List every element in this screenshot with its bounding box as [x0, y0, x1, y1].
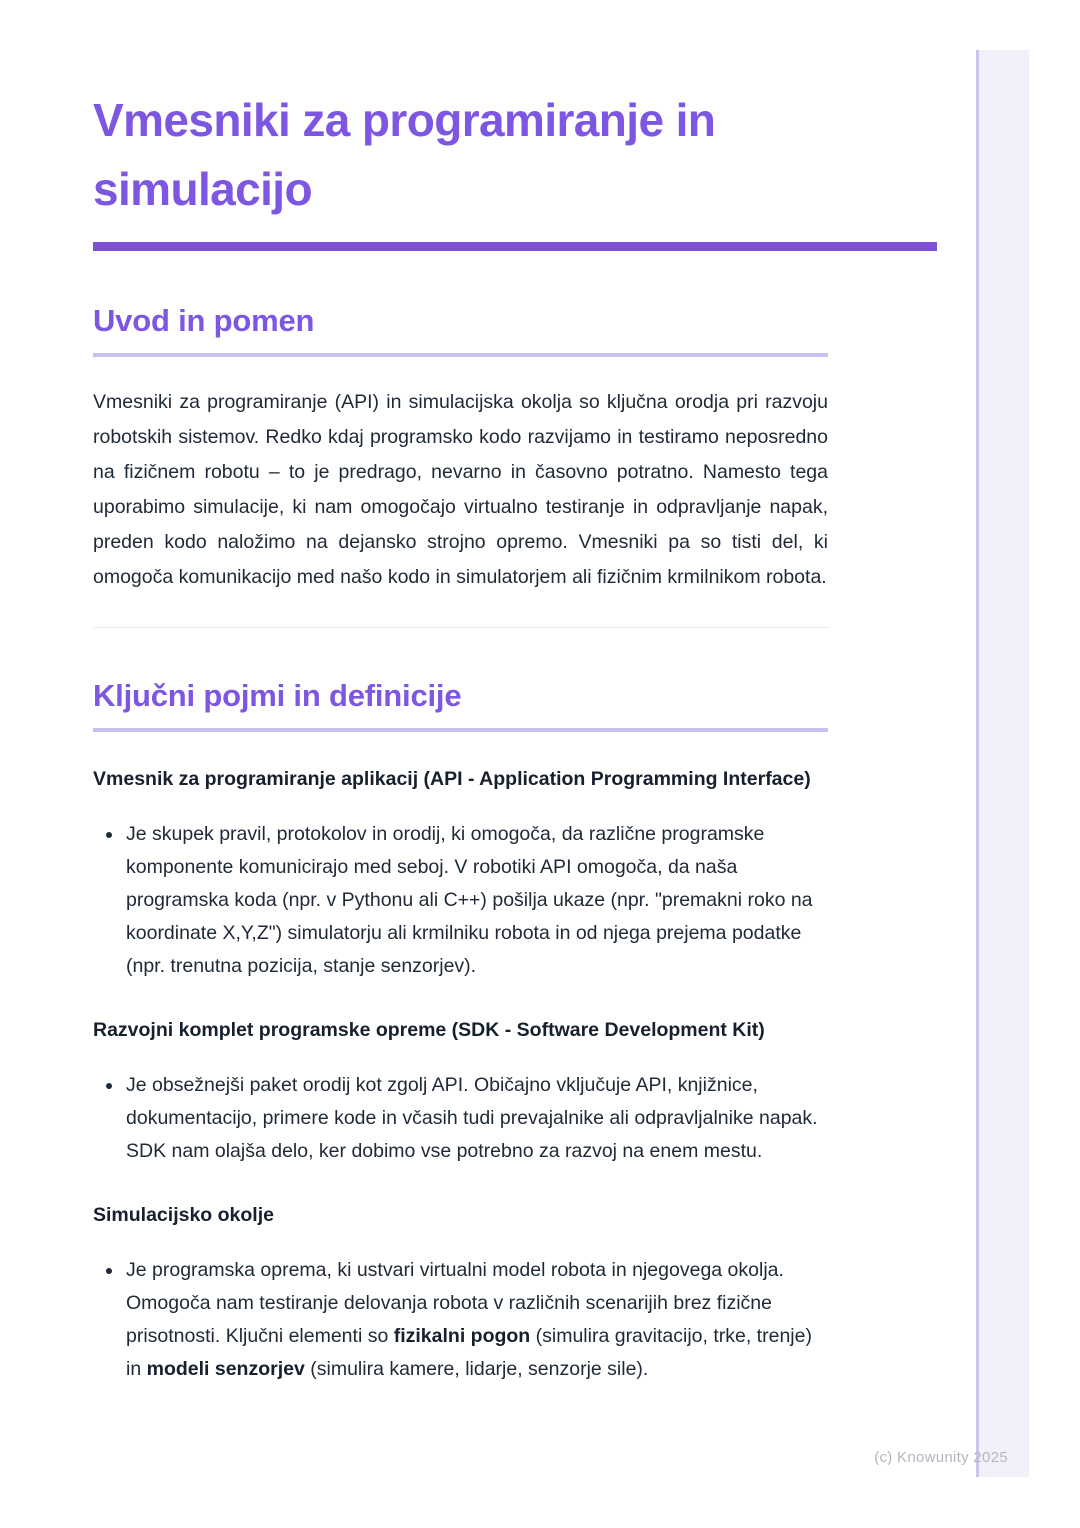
page-content: [93, 0, 828, 1386]
section-heading-kljucni-pojmi: Ključni pojmi in definicije: [93, 678, 462, 713]
page-title: Vmesniki za programiranje in simulacijo: [93, 94, 716, 215]
term-heading: Razvojni komplet programske opreme (SDK - Software Development Kit): [93, 1019, 765, 1041]
term-block: [93, 762, 828, 983]
copyright-watermark: (c) Knowunity 2025: [874, 1449, 1008, 1466]
intro-paragraph: Vmesniki za programiranje (API) in simulacijska okolja so ključna orodja pri razvoju robotskih sistemov. Redko kdaj programsko kodo razvijamo in testiramo neposredno na fizičnem robotu – to je predrago, nevarno in časovno potratno. Namesto tega uporabimo simulacije, ki nam omogočajo virtualno testiranje in odpravljanje napak, preden kodo naložimo na dejansko strojno opremo. Vmesniki pa so tisti del, ki omogoča komunikacijo med našo kodo in simulatorjem ali fizičnim krmilnikom robota.: [93, 391, 828, 588]
bullet-item: • Je programska oprema, ki ustvari virtualni model robota in njegovega okolja. Omogoča nam testiranje delovanja robota v različnih scenarijih brez fizične prisotnosti. Ključni elementi so fizikalni pogon (simulira gravitacijo, trke, trenje) in modeli senzorjev (simulira kamere, lidarje, senzorje sile).: [124, 1254, 828, 1386]
bullet-item: • Je obsežnejši paket orodij kot zgolj API. Običajno vključuje API, knjižnice, dokumentacijo, primere kode in včasih tudi prevajalnike ali odpravljalnike napak. SDK nam olajša delo, ker dobimo vse potrebno za razvoj na enem mestu.: [124, 1069, 828, 1168]
section-uvod-in-pomen: [93, 301, 828, 595]
title-rule: [93, 242, 937, 251]
heading-underline: [93, 728, 828, 732]
term-block: [93, 1198, 828, 1386]
term-bullet-list: [93, 818, 828, 983]
page-edge-strip: [976, 50, 1029, 1477]
section-divider: [93, 627, 828, 628]
term-bullet-list: [93, 1069, 828, 1168]
section-heading-uvod: Uvod in pomen: [93, 303, 315, 338]
term-heading: Vmesnik za programiranje aplikacij (API - Application Programming Interface): [93, 768, 811, 790]
term-bullet-list: [93, 1254, 828, 1386]
term-heading: Simulacijsko okolje: [93, 1204, 274, 1226]
heading-underline: [93, 353, 828, 357]
term-block: [93, 1013, 828, 1168]
bullet-item: • Je skupek pravil, protokolov in orodij, ki omogoča, da različne programske komponente komunicirajo med seboj. V robotiki API omogoča, da naša programska koda (npr. v Pythonu ali C++) pošilja ukaze (npr. "premakni roko na koordinate X,Y,Z") simulatorju ali krmilniku robota in od njega prejema podatke (npr. trenutna pozicija, stanje senzorjev).: [124, 818, 828, 983]
section-kljucni-pojmi: [93, 676, 828, 1386]
terms-list: [93, 762, 828, 1386]
